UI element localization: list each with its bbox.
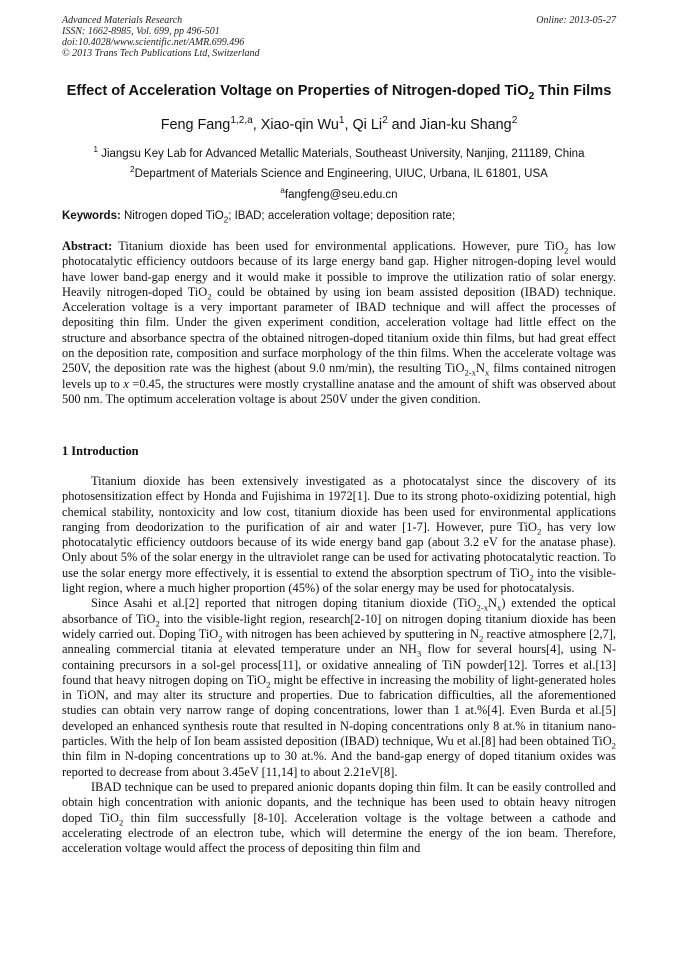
keywords: Keywords: Nitrogen doped TiO$_2$; IBAD; acceleration voltage; deposition rate;	[62, 210, 456, 225]
doi-line: doi:10.4028/www.scientific.net/AMR.699.496	[62, 37, 245, 48]
journal-header	[62, 15, 616, 59]
author-list: Feng Fang$^{1,2,a}$, Xiao-qin Wu$^1$, Qi Li$^2$ and Jian-ku Shang$^2$	[160, 115, 518, 133]
issn-line: ISSN: 1662-8985, Vol. 699, pp 496-501	[62, 26, 220, 37]
abstract: Abstract: Titanium dioxide has been used for environmental applications. However, pure TiO$_2$ has low photocatalytic efficiency outdoors because of its large energy band gap. Higher nitrogen-doping level would have lower band-gap energy and it would make it possible to improve the utilization ratio of solar energy. Heavily nitrogen-doped TiO$_2$ could be obtained by using ion beam assisted deposition (IBAD) technique. Acceleration voltage is a very important parameter of IBAD technique and will affect the processes of depositing thin film. Under the given experiment condition, acceleration voltage had little effect on the structure and absorbance spectra of the obtained nitrogen-doped titanium oxide thin films, but had great effect on the deposition rate, composition and surface morphology of the thin films. When the accelerate voltage was 250V, the deposition rate was the highest (about 9.0 nm/min), the resulting $TiO_{2-x}N_x$ films contained nitrogen levels up to x =0.45, the structures were mostly crystalline anatase and the amount of shift was observed about 500 nm. The optimum acceleration voltage is about 250V under the given condition.	[62, 239, 616, 406]
section-heading-introduction: 1 Introduction	[62, 444, 139, 458]
copyright-line: © 2013 Trans Tech Publications Ltd, Switzerland	[62, 48, 260, 59]
intro-paragraph-2: Since Asahi et al.[2] reported that nitrogen doping titanium dioxide $(TiO_{2-x}N_x)$ extended the optical absorbance of TiO$_2$ into the visible-light region, research[2-10] on nitrogen doping titanium dioxide has been widely carried out. Doping TiO$_2$ with nitrogen has been achieved by sputtering in $N_2$ reactive atmosphere [2,7], annealing commercial titania at elevated temperature under an $NH_3$ flow for several hours[4], using N-containing precursors in a sol-gel process[11], or oxidative annealing of TiN powder[12]. Torres et al.[13] found that heavy nitrogen doping on TiO$_2$ might be effective in increasing the mobility of light-generated holes in TiON, and may alter its structure and properties. Due to fabrication difficulties, all the aforementioned studies can obtain very narrow range of doping concentrations, lower than 1 at.%[4]. Even Burda et al.[5] developed an enhanced synthesis route that resulted in N-doping concentrations only 8 at.% in titanium nano-particles. With the help of Ion beam assisted deposition (IBAD) technique, Wu et al.[8] had been obtained TiO$_2$ thin film in N-doping concentrations up to 30 at.%. And the band-gap energy of doped titanium oxides was reported to decrease from about 3.45eV [11,14] to about 2.21eV[8].	[62, 596, 617, 779]
intro-paragraph-1: Titanium dioxide has been extensively investigated as a photocatalyst since the discovery of its photosensitization effect by Honda and Fujishima in 1972[1]. Due to its strong photo-oxidizing potential, high chemical stability, nontoxicity and low cost, titanium dioxide has been used for environmental applications ranging from deodorization to the purification of air and water [1-7]. However, pure TiO$_2$ has very low photocatalytic efficiency outdoors because of its wide energy band gap (about 3.2 eV for the anatase phase). Only about 5% of the solar energy in the ultraviolet range can be used for activating photocatalytic reaction. To use the solar energy more effectively, it is essential to extend the absorption spectrum of TiO$_2$ into the visible-light region, where a much higher proportion (45%) of the solar energy may be used for photocatalysis.	[62, 474, 617, 596]
online-date: Online: 2013-05-27	[536, 15, 616, 26]
journal-name: Advanced Materials Research	[62, 15, 183, 26]
paper-title: Effect of Acceleration Voltage on Properties of Nitrogen-doped TiO$_2$ Thin Films	[66, 83, 612, 102]
introduction-body	[62, 474, 616, 856]
affiliation-2: $^2$Department of Materials Science and Engineering, UIUC, Urbana, IL 61801, USA	[130, 165, 548, 180]
intro-paragraph-3: IBAD technique can be used to prepared anionic dopants doping thin film. It can be easily controlled and obtain high concentration with anionic dopants, and the technique has been used to obtain heavy nitrogen doped TiO$_2$ thin film successfully [8-10]. Acceleration voltage is the voltage between a cathode and accelerating electrode of an electron tube, which will determine the energy of the ion beam. Therefore, acceleration voltage would affect the process of depositing thin film and	[62, 779, 616, 856]
affiliation-1: $^1$ Jiangsu Key Lab for Advanced Metallic Materials, Southeast University, Nanjing, 211189, China	[93, 145, 585, 160]
author-email: $^a$fangfeng@seu.edu.cn	[280, 186, 398, 201]
